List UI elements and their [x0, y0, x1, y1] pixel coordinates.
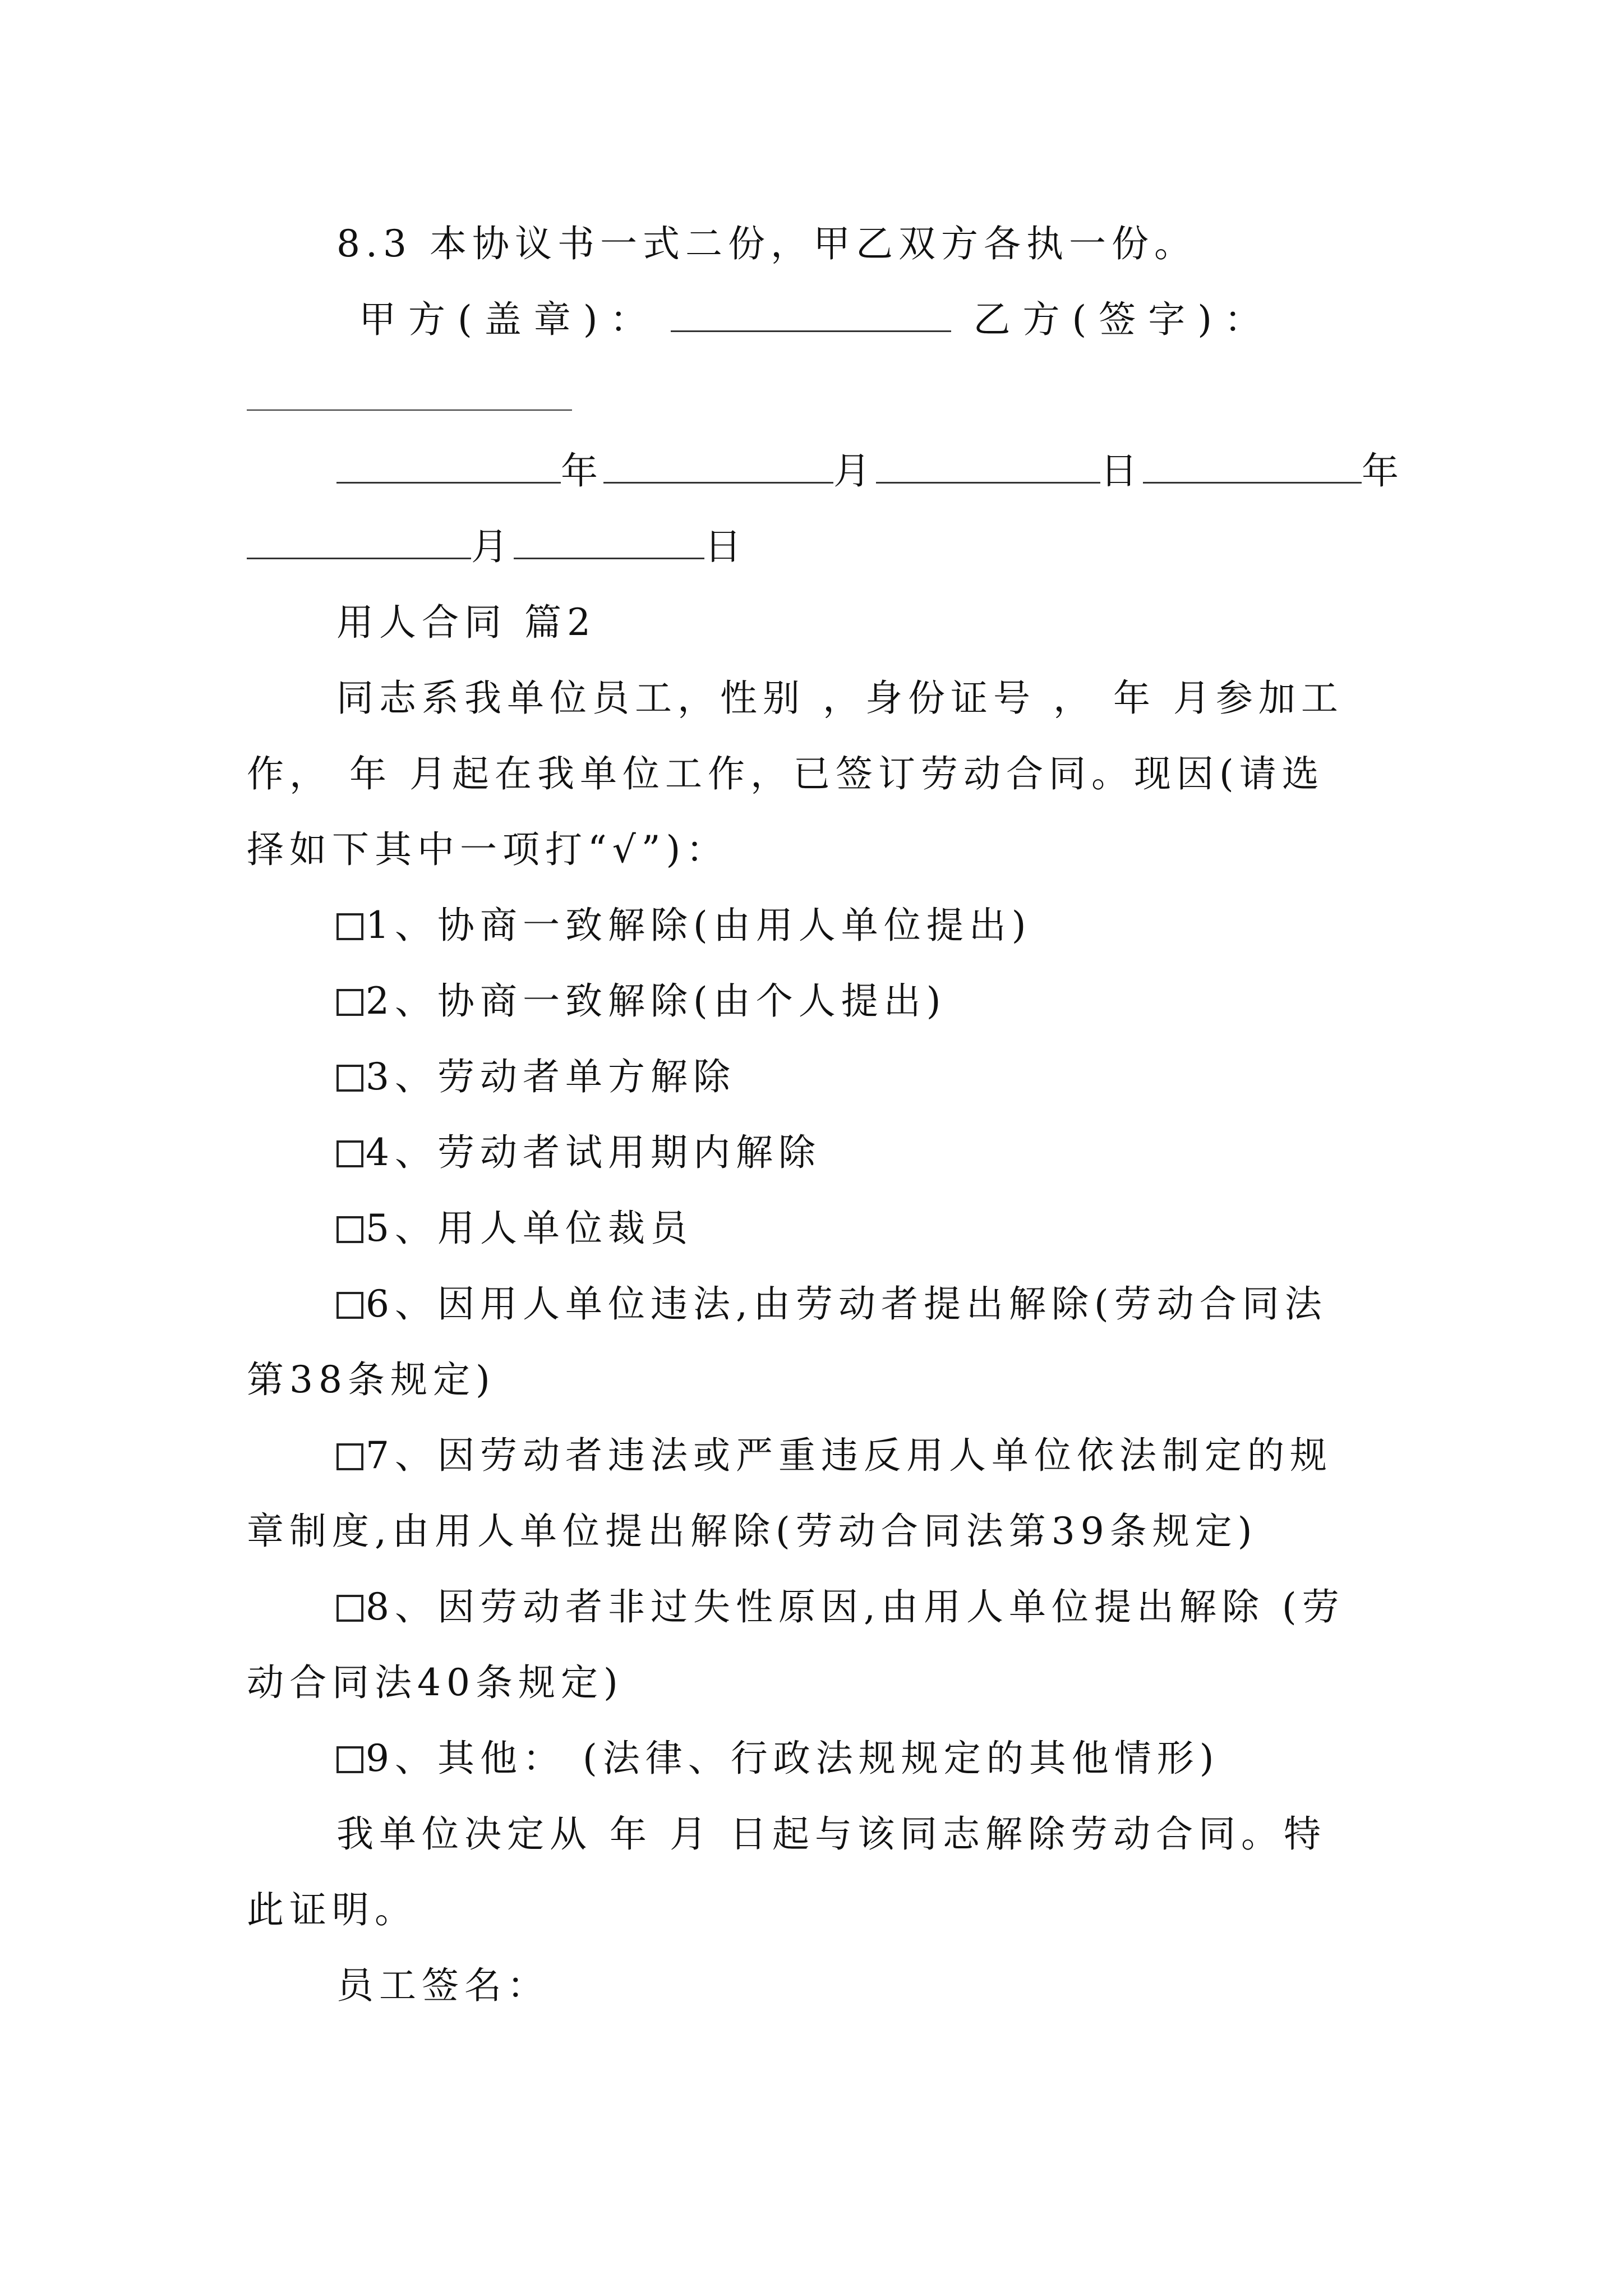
intro-line-3: 择如下其中一项打“√”)： — [247, 828, 729, 871]
option-7-text: 7、因劳动者违法或严重违反用人单位依法制定的规 — [366, 1434, 1332, 1477]
option-3 — [247, 1052, 1376, 1102]
party-b-blank — [247, 376, 572, 411]
party-signature-row — [247, 295, 1376, 345]
year-label-1: 年 — [561, 449, 603, 493]
option-5-text: 5、用人单位裁员 — [366, 1207, 693, 1250]
checkbox-7[interactable] — [336, 1443, 363, 1470]
month-blank-2 — [247, 524, 471, 559]
option-6-text: 6、因用人单位违法,由劳动者提出解除(劳动合同法 — [366, 1282, 1327, 1326]
intro-line-2: 作， 年 月起在我单位工作，已签订劳动合同。现因(请选 — [247, 752, 1325, 795]
checkbox-9[interactable] — [336, 1746, 363, 1773]
checkbox-6[interactable] — [336, 1292, 363, 1319]
day-label-1: 日 — [1100, 449, 1143, 493]
month-blank-1 — [603, 448, 833, 484]
option-4 — [247, 1128, 1376, 1178]
option-1-text: 1、协商一致解除(由用人单位提出) — [366, 904, 1032, 947]
option-8 — [247, 1582, 1376, 1632]
option-3-text: 3、劳动者单方解除 — [366, 1055, 736, 1098]
option-2-text: 2、协商一致解除(由个人提出) — [366, 979, 947, 1023]
year-label-2: 年 — [1362, 449, 1404, 493]
checkbox-3[interactable] — [336, 1065, 363, 1092]
clause-8-3: 8.3 本协议书一式二份，甲乙双方各执一份。 — [336, 222, 1197, 265]
party-a-label: 甲方(盖章)： — [359, 298, 660, 341]
option-9 — [247, 1733, 1376, 1784]
option-4-text: 4、劳动者试用期内解除 — [366, 1131, 821, 1174]
option-5 — [247, 1203, 1376, 1254]
option-2 — [247, 976, 1376, 1027]
option-7-cont: 章制度,由用人单位提出解除(劳动合同法第39条规定) — [247, 1510, 1258, 1553]
option-8-cont: 动合同法40条规定) — [247, 1661, 624, 1704]
option-9-text: 9、其他： (法律、行政法规规定的其他情形) — [366, 1737, 1220, 1780]
month-label-2: 月 — [471, 525, 514, 568]
option-8-text: 8、因劳动者非过失性原因,由用人单位提出解除 (劳 — [366, 1585, 1345, 1628]
checkbox-2[interactable] — [336, 989, 363, 1016]
section-heading: 用人合同 篇2 — [336, 601, 596, 644]
checkbox-8[interactable] — [336, 1595, 363, 1622]
day-label-2: 日 — [704, 525, 747, 568]
decision-line-1: 我单位决定从 年 月 日起与该同志解除劳动合同。特 — [336, 1812, 1326, 1856]
intro-line-1: 同志系我单位员工，性别 ，身份证号 ， 年 月参加工 — [336, 677, 1344, 720]
date-row-2 — [247, 522, 1376, 572]
option-1 — [247, 900, 1376, 951]
day-blank-1 — [876, 448, 1100, 484]
checkbox-4[interactable] — [336, 1140, 363, 1167]
option-7 — [247, 1430, 1376, 1481]
option-6-cont: 第38条规定) — [247, 1358, 496, 1401]
option-6 — [247, 1279, 1376, 1329]
year-blank-1 — [336, 448, 561, 484]
month-label-1: 月 — [833, 449, 876, 493]
employee-signature-label: 员工签名： — [336, 1964, 550, 2007]
day-blank-2 — [514, 524, 704, 559]
year-blank-2 — [1143, 448, 1362, 484]
party-b-label: 乙方(签字)： — [973, 298, 1274, 341]
checkbox-1[interactable] — [336, 913, 363, 940]
party-b-blank-row — [247, 373, 1376, 424]
checkbox-5[interactable] — [336, 1216, 363, 1243]
date-row-1 — [247, 446, 1404, 496]
decision-line-2: 此证明。 — [247, 1888, 417, 1931]
party-a-blank — [671, 297, 951, 332]
